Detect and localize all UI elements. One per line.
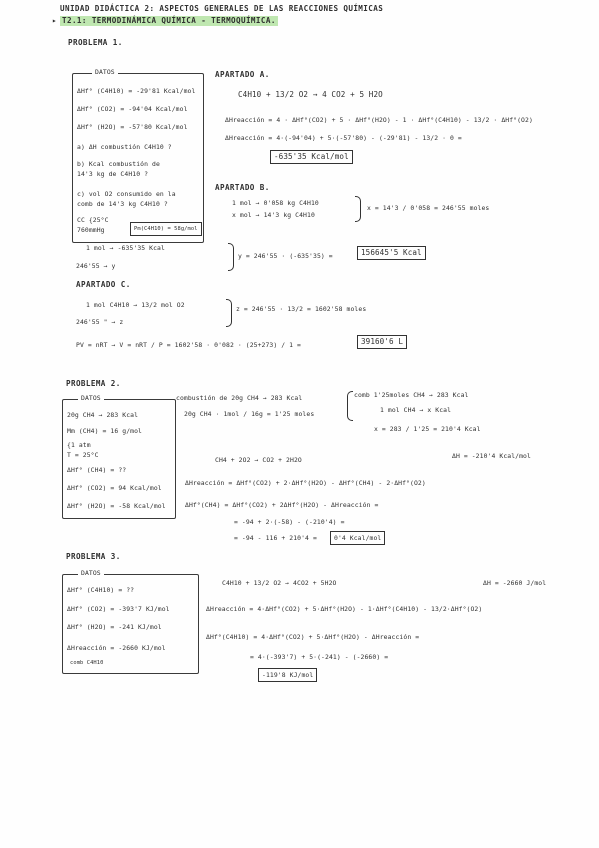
p1-b-calc2: y = 246'55 · (-635'35) = (238, 252, 333, 260)
p1-line-a2: ΔHreacción = 4·(-94'04) + 5·(-57'80) - (-29'81) - 13/2 · 0 = (225, 134, 462, 142)
p3-datos-3: ΔHreacción = -2660 KJ/mol (67, 644, 166, 652)
p1-b-line3: 1 mol → -635'35 Kcal (86, 244, 165, 252)
p2-line1: combustión de 20g CH4 → 283 Kcal (176, 394, 303, 402)
p2-calc-x: x = 283 / 1'25 = 210'4 Kcal (374, 425, 481, 433)
p1-c-calc: z = 246'55 · 13/2 = 1602'58 moles (236, 305, 367, 313)
problem-2-title: PROBLEMA 2. (66, 379, 121, 388)
p1-b-brace (355, 196, 361, 222)
p2-line2: 20g CH4 · 1mol / 16g = 1'25 moles (184, 410, 315, 418)
bullet-icon: ▸ (52, 16, 57, 25)
p1-q-5: CC {25°C (77, 216, 109, 224)
p3-dh: ΔH = -2660 J/mol (483, 579, 547, 587)
p2-dh: ΔH = -210'4 Kcal/mol (452, 452, 531, 460)
p1-q-4: comb de 14'3 kg C4H10 ? (77, 200, 168, 208)
p1-c-line2: 246'55 " → z (76, 318, 124, 326)
p1-b-line2: x mol → 14'3 kg C4H10 (232, 211, 315, 219)
p2-datos-4: ΔHf° (CH4) = ?? (67, 466, 127, 474)
problem-1-datos-label: DATOS (92, 67, 118, 77)
p1-datos-2: ΔHf° (H2O) = -57'80 Kcal/mol (77, 123, 188, 131)
p2-datos-0: 20g CH4 → 283 Kcal (67, 411, 139, 419)
problem-3-title: PROBLEMA 3. (66, 552, 121, 561)
p1-datos-1: ΔHf° (CO2) = -94'04 Kcal/mol (77, 105, 188, 113)
p2-eq: CH4 + 2O2 → CO2 + 2H2O (215, 456, 302, 464)
p1-eq-a: C4H10 + 13/2 O2 → 4 CO2 + 5 H2O (238, 90, 383, 99)
apartado-b-label: APARTADO B. (215, 183, 270, 192)
p2-l1: ΔHreacción = ΔHf°(CO2) + 2·ΔHf°(H2O) - ΔHf°(CH4) - 2·ΔHf°(O2) (185, 479, 426, 487)
p1-result-b: 156645'5 Kcal (357, 246, 426, 260)
p1-q-6: 760mmHg (77, 226, 105, 234)
p2-l2: ΔHf°(CH4) = ΔHf°(CO2) + 2ΔHf°(H2O) - ΔHreacción = (185, 501, 379, 509)
p1-b-line4: 246'55 → y (76, 262, 116, 270)
p1-c-line1: 1 mol C4H10 → 13/2 mol O2 (86, 301, 185, 309)
p2-result: 0'4 Kcal/mol (330, 531, 385, 545)
p3-datos-0: ΔHf° (C4H10) = ?? (67, 586, 135, 594)
p3-l2: ΔHf°(C4H10) = 4·ΔHf°(CO2) + 5·ΔHf°(H2O) - ΔHreacción = (206, 633, 420, 641)
p1-result-c: 39160'6 L (357, 335, 407, 349)
p3-eq: C4H10 + 13/2 O2 → 4CO2 + 5H2O (222, 579, 337, 587)
p3-datos-2: ΔHf° (H2O) = -241 KJ/mol (67, 623, 162, 631)
p1-q-1: b) Kcal combustión de (77, 160, 160, 168)
p2-datos-6: ΔHf° (H2O) = -58 Kcal/mol (67, 502, 166, 510)
p1-pm-note: Pm(C4H10) = 58g/mol (130, 222, 202, 236)
p1-b-brace-2 (228, 243, 234, 271)
p2-comb2: 1 mol CH4 → x Kcal (380, 406, 452, 414)
p1-line-a1: ΔHreacción = 4 · ΔHf°(CO2) + 5 · ΔHf°(H2O) - 1 · ΔHf°(C4H10) - 13/2 · ΔHf°(O2) (225, 116, 533, 124)
p1-q-0: a) ΔH combustión C4H10 ? (77, 143, 172, 151)
p2-brace (347, 391, 353, 421)
p1-q-3: c) vol O2 consumido en la (77, 190, 176, 198)
p3-l1: ΔHreacción = 4·ΔHf°(CO2) + 5·ΔHf°(H2O) - 1·ΔHf°(C4H10) - 13/2·ΔHf°(O2) (206, 605, 483, 613)
p3-result: -119'8 KJ/mol (258, 668, 317, 682)
p3-l3: = 4·(-393'7) + 5·(-241) - (-2660) = (250, 653, 389, 661)
p2-datos-3: T = 25°C (67, 451, 99, 459)
p1-c-line3: PV = nRT → V = nRT / P = 1602'58 · 0'082 · (25+273) / 1 = (76, 341, 302, 349)
p1-result-a: -635'35 Kcal/mol (270, 150, 353, 164)
p1-b-calc: x = 14'3 / 0'058 = 246'55 moles (367, 204, 490, 212)
p2-datos-1: Mm (CH4) = 16 g/mol (67, 427, 143, 435)
apartado-a-label: APARTADO A. (215, 70, 270, 79)
problem-3-datos-label: DATOS (78, 568, 104, 578)
p2-datos-2: {1 atm (67, 441, 91, 449)
section-subtitle: T2.1: TERMODINÁMICA QUÍMICA - TERMOQUÍMICA. (62, 16, 276, 25)
problem-1-title: PROBLEMA 1. (68, 38, 123, 47)
p2-comb1: comb 1'25moles CH4 → 283 Kcal (354, 391, 469, 399)
p2-l3: = -94 + 2·(-58) - (-210'4) = (234, 518, 345, 526)
apartado-c-label: APARTADO C. (76, 280, 131, 289)
p2-l4: = -94 - 116 + 210'4 = (234, 534, 317, 542)
p2-datos-5: ΔHf° (CO2) = 94 Kcal/mol (67, 484, 162, 492)
problem-2-datos-label: DATOS (78, 393, 104, 403)
p3-datos-1: ΔHf° (CO2) = -393'7 KJ/mol (67, 605, 170, 613)
p1-datos-0: ΔHf° (C4H10) = -29'81 Kcal/mol (77, 87, 196, 95)
p1-q-2: 14'3 kg de C4H10 ? (77, 170, 149, 178)
unit-title: UNIDAD DIDÁCTICA 2: ASPECTOS GENERALES DE LAS REACCIONES QUÍMICAS (60, 4, 384, 13)
p1-c-brace (226, 299, 232, 327)
p1-b-line1: 1 mol → 0'058 kg C4H10 (232, 199, 319, 207)
p3-datos-4: comb C4H10 (70, 660, 104, 666)
